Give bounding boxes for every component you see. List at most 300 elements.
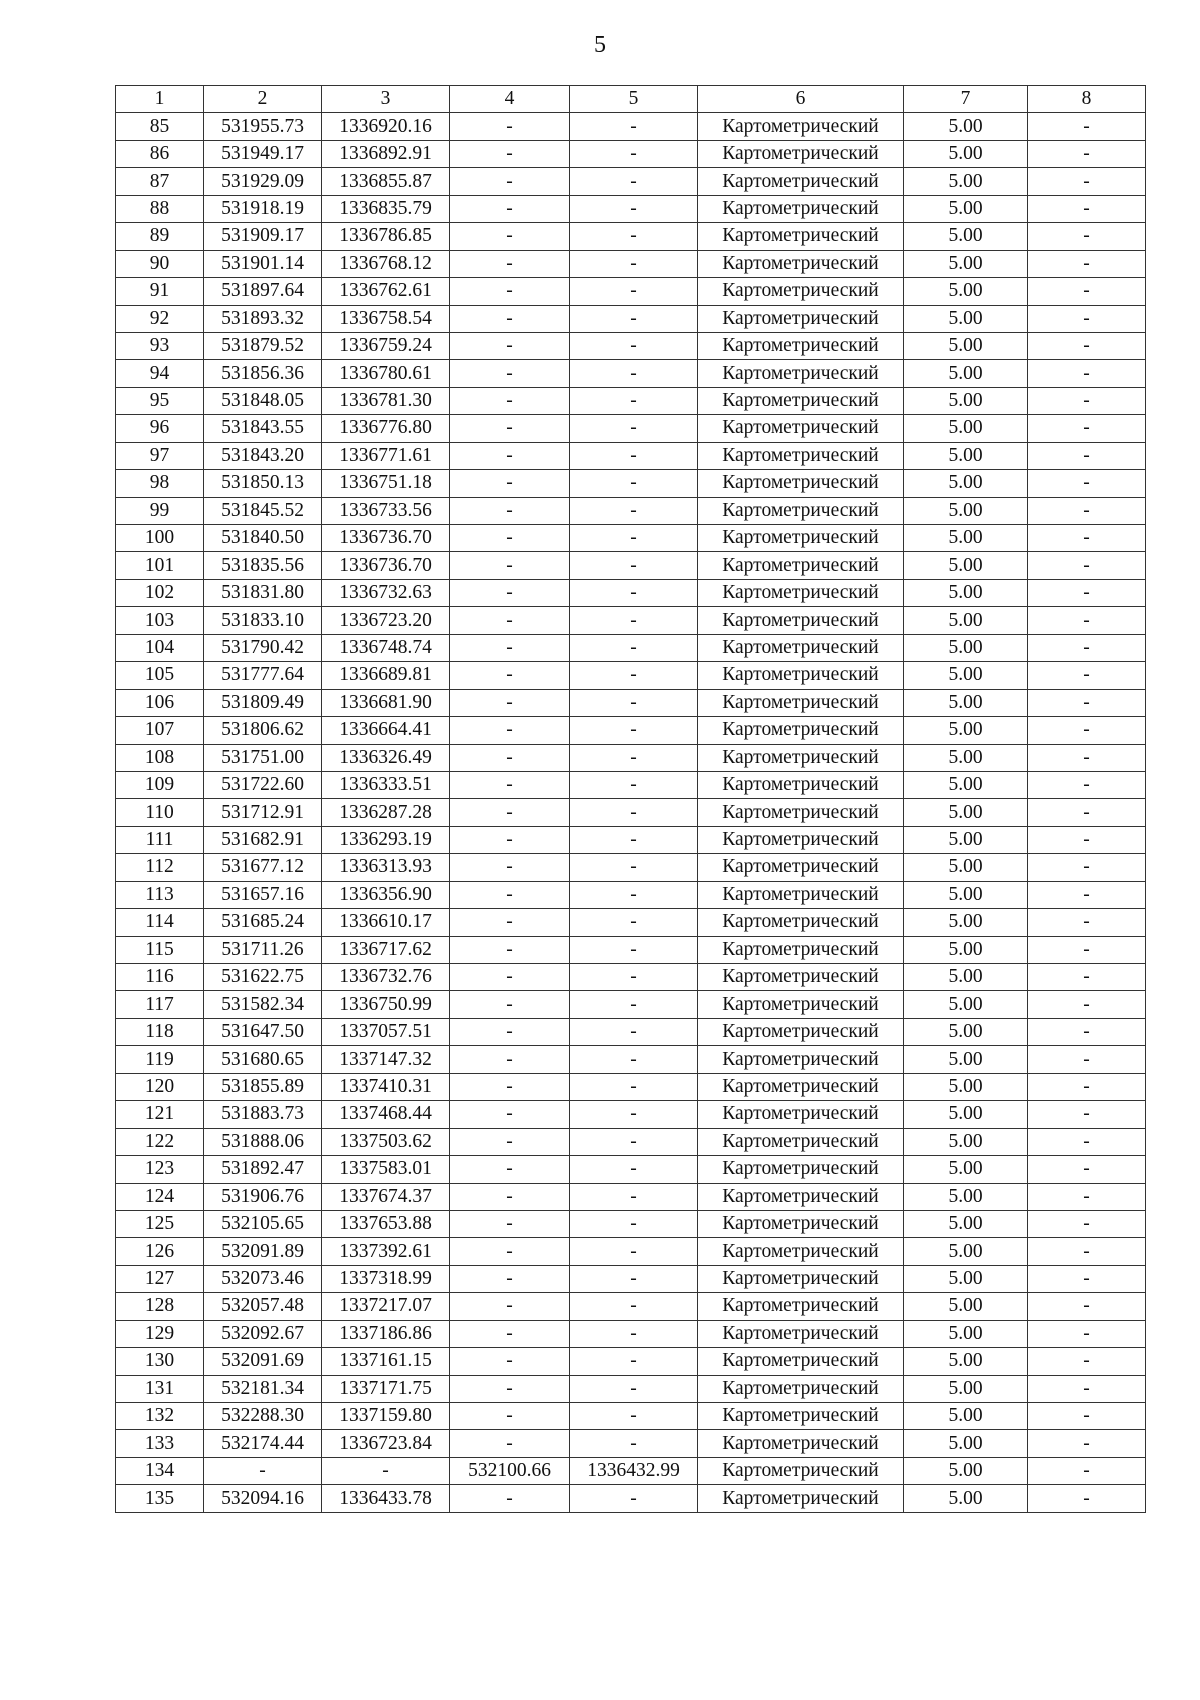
table-row [116, 744, 1146, 771]
table-row [116, 964, 1146, 991]
table-cell: 531883.73 [204, 1101, 322, 1128]
table-cell: - [570, 1293, 698, 1320]
table-cell: 95 [116, 387, 204, 414]
table-cell: - [450, 223, 570, 250]
table-cell: - [570, 744, 698, 771]
table-cell: - [450, 909, 570, 936]
table-cell: - [570, 1073, 698, 1100]
table-row [116, 881, 1146, 908]
table-cell: - [1028, 360, 1146, 387]
table-cell: 110 [116, 799, 204, 826]
table-cell: - [570, 1238, 698, 1265]
table-cell: - [1028, 223, 1146, 250]
table-cell: 531582.34 [204, 991, 322, 1018]
table-cell: 531751.00 [204, 744, 322, 771]
table-cell: - [570, 1430, 698, 1457]
column-header: 3 [322, 86, 450, 113]
table-cell: Картометрический [698, 497, 904, 524]
table-row [116, 1293, 1146, 1320]
table-cell: 123 [116, 1156, 204, 1183]
table-row [116, 250, 1146, 277]
table-cell: 531879.52 [204, 332, 322, 359]
table-cell: 1337468.44 [322, 1101, 450, 1128]
table-cell: 1336732.76 [322, 964, 450, 991]
table-cell: - [570, 470, 698, 497]
table-cell: Картометрический [698, 195, 904, 222]
table-cell: - [1028, 305, 1146, 332]
table-row [116, 1210, 1146, 1237]
table-cell: 531843.20 [204, 442, 322, 469]
table-cell: - [1028, 1265, 1146, 1292]
table-cell: 5.00 [904, 1293, 1028, 1320]
table-cell: - [570, 1375, 698, 1402]
table-cell: 531840.50 [204, 525, 322, 552]
table-cell: 1336689.81 [322, 662, 450, 689]
table-cell: - [1028, 771, 1146, 798]
table-cell: Картометрический [698, 771, 904, 798]
table-cell: Картометрический [698, 113, 904, 140]
table-cell: 1336758.54 [322, 305, 450, 332]
table-cell: - [450, 195, 570, 222]
table-cell: 531722.60 [204, 771, 322, 798]
table-cell: 5.00 [904, 1183, 1028, 1210]
table-cell: 532091.89 [204, 1238, 322, 1265]
table-cell: 128 [116, 1293, 204, 1320]
table-cell: Картометрический [698, 525, 904, 552]
table-row [116, 113, 1146, 140]
table-cell: - [1028, 799, 1146, 826]
table-cell: Картометрический [698, 1101, 904, 1128]
table-cell: 531918.19 [204, 195, 322, 222]
table-cell: 531955.73 [204, 113, 322, 140]
table-cell: 5.00 [904, 525, 1028, 552]
table-cell: 531855.89 [204, 1073, 322, 1100]
table-cell: 531888.06 [204, 1128, 322, 1155]
table-cell: 5.00 [904, 909, 1028, 936]
table-cell: Картометрический [698, 360, 904, 387]
table-cell: 5.00 [904, 1375, 1028, 1402]
table-row [116, 634, 1146, 661]
table-cell: 5.00 [904, 717, 1028, 744]
table-cell: - [1028, 1348, 1146, 1375]
table-cell: 531680.65 [204, 1046, 322, 1073]
table-cell: - [450, 113, 570, 140]
table-cell: 101 [116, 552, 204, 579]
table-cell: - [570, 826, 698, 853]
table-cell: 5.00 [904, 387, 1028, 414]
table-cell: 90 [116, 250, 204, 277]
table-cell: 1336723.84 [322, 1430, 450, 1457]
table-row [116, 1128, 1146, 1155]
table-cell: - [450, 1320, 570, 1347]
table-cell: 89 [116, 223, 204, 250]
table-cell: 531835.56 [204, 552, 322, 579]
table-cell: - [450, 387, 570, 414]
table-cell: - [1028, 1210, 1146, 1237]
table-cell: 1336717.62 [322, 936, 450, 963]
column-header: 8 [1028, 86, 1146, 113]
table-cell: 5.00 [904, 1128, 1028, 1155]
table-cell: 1336433.78 [322, 1485, 450, 1512]
table-cell: 1336736.70 [322, 552, 450, 579]
table-cell: - [450, 826, 570, 853]
table-cell: - [570, 195, 698, 222]
table-cell: 531711.26 [204, 936, 322, 963]
table-row [116, 1430, 1146, 1457]
table-cell: 125 [116, 1210, 204, 1237]
table-cell: - [1028, 662, 1146, 689]
table-row [116, 1183, 1146, 1210]
table-cell: Картометрический [698, 1430, 904, 1457]
column-header: 6 [698, 86, 904, 113]
table-cell: 1337410.31 [322, 1073, 450, 1100]
table-row [116, 387, 1146, 414]
table-cell: Картометрический [698, 964, 904, 991]
table-cell: 108 [116, 744, 204, 771]
table-cell: 5.00 [904, 223, 1028, 250]
table-cell: 1337217.07 [322, 1293, 450, 1320]
table-row [116, 771, 1146, 798]
table-row [116, 1156, 1146, 1183]
table-cell: - [450, 360, 570, 387]
table-row [116, 936, 1146, 963]
table-cell: 117 [116, 991, 204, 1018]
table-cell: 532181.34 [204, 1375, 322, 1402]
column-header: 1 [116, 86, 204, 113]
table-cell: - [450, 332, 570, 359]
table-cell: Картометрический [698, 662, 904, 689]
table-cell: 531682.91 [204, 826, 322, 853]
table-cell: 5.00 [904, 1457, 1028, 1484]
table-cell: 5.00 [904, 854, 1028, 881]
table-cell: Картометрический [698, 168, 904, 195]
table-cell: 5.00 [904, 799, 1028, 826]
table-cell: - [1028, 909, 1146, 936]
table-row [116, 1457, 1146, 1484]
table-cell: 1337161.15 [322, 1348, 450, 1375]
table-cell: 120 [116, 1073, 204, 1100]
table-cell: - [450, 1375, 570, 1402]
table-cell: - [1028, 525, 1146, 552]
table-row [116, 1018, 1146, 1045]
table-cell: 531856.36 [204, 360, 322, 387]
table-cell: - [450, 415, 570, 442]
table-cell: - [1028, 140, 1146, 167]
table-cell: - [1028, 579, 1146, 606]
table-row [116, 278, 1146, 305]
table-cell: - [1028, 1485, 1146, 1512]
table-cell: - [570, 607, 698, 634]
table-cell: 1336723.20 [322, 607, 450, 634]
table-cell: - [450, 1183, 570, 1210]
table-cell: 5.00 [904, 168, 1028, 195]
table-cell: - [450, 305, 570, 332]
table-cell: 1336776.80 [322, 415, 450, 442]
table-cell: 1336786.85 [322, 223, 450, 250]
table-cell: 96 [116, 415, 204, 442]
table-row [116, 991, 1146, 1018]
table-row [116, 1238, 1146, 1265]
table-cell: 531657.16 [204, 881, 322, 908]
table-cell: 5.00 [904, 771, 1028, 798]
table-cell: 5.00 [904, 634, 1028, 661]
table-cell: - [570, 1183, 698, 1210]
table-cell: 5.00 [904, 1348, 1028, 1375]
table-cell: 1337057.51 [322, 1018, 450, 1045]
table-cell: Картометрический [698, 470, 904, 497]
table-cell: 1336768.12 [322, 250, 450, 277]
table-cell: 531831.80 [204, 579, 322, 606]
table-cell: - [1028, 1430, 1146, 1457]
table-cell: - [450, 1348, 570, 1375]
table-cell: 531685.24 [204, 909, 322, 936]
table-cell: Картометрический [698, 442, 904, 469]
table-cell: 127 [116, 1265, 204, 1292]
table-cell: 532288.30 [204, 1403, 322, 1430]
table-cell: Картометрический [698, 1485, 904, 1512]
table-cell: 1336759.24 [322, 332, 450, 359]
table-cell: - [570, 387, 698, 414]
table-cell: 531677.12 [204, 854, 322, 881]
table-cell: Картометрический [698, 936, 904, 963]
table-cell: - [570, 881, 698, 908]
table-row [116, 497, 1146, 524]
table-cell: 1336835.79 [322, 195, 450, 222]
table-cell: 531906.76 [204, 1183, 322, 1210]
table-cell: - [1028, 250, 1146, 277]
table-cell: 5.00 [904, 964, 1028, 991]
table-cell: - [450, 1073, 570, 1100]
table-cell: 1336855.87 [322, 168, 450, 195]
table-cell: - [570, 1128, 698, 1155]
table-cell: Картометрический [698, 634, 904, 661]
table-cell: - [450, 1210, 570, 1237]
table-cell: 1337171.75 [322, 1375, 450, 1402]
table-cell: - [570, 305, 698, 332]
table-cell: - [570, 415, 698, 442]
table-cell: 129 [116, 1320, 204, 1347]
table-cell: 112 [116, 854, 204, 881]
column-header: 5 [570, 86, 698, 113]
table-cell: 114 [116, 909, 204, 936]
table-row [116, 195, 1146, 222]
table-row [116, 1073, 1146, 1100]
table-cell: Картометрический [698, 552, 904, 579]
table-cell: - [570, 909, 698, 936]
table-cell: 5.00 [904, 1485, 1028, 1512]
table-cell: Картометрический [698, 689, 904, 716]
table-cell: 105 [116, 662, 204, 689]
table-cell: 5.00 [904, 552, 1028, 579]
table-cell: - [570, 964, 698, 991]
table-cell: - [570, 1018, 698, 1045]
table-cell: 99 [116, 497, 204, 524]
table-cell: 1336736.70 [322, 525, 450, 552]
table-cell: - [570, 360, 698, 387]
table-cell: - [570, 854, 698, 881]
table-cell: 5.00 [904, 991, 1028, 1018]
table-cell: 532094.16 [204, 1485, 322, 1512]
table-cell: 5.00 [904, 1403, 1028, 1430]
table-row [116, 360, 1146, 387]
table-cell: - [570, 1156, 698, 1183]
table-cell: 1336664.41 [322, 717, 450, 744]
table-cell: - [450, 744, 570, 771]
table-cell: 532073.46 [204, 1265, 322, 1292]
table-cell: - [1028, 1238, 1146, 1265]
table-cell: - [1028, 387, 1146, 414]
table-cell: - [570, 1485, 698, 1512]
table-cell: - [450, 552, 570, 579]
table-cell: 132 [116, 1403, 204, 1430]
table-row [116, 1101, 1146, 1128]
table-cell: - [570, 1403, 698, 1430]
table-cell: 531622.75 [204, 964, 322, 991]
table-cell: - [570, 771, 698, 798]
table-cell: - [570, 278, 698, 305]
table-cell: - [450, 854, 570, 881]
table-cell: 5.00 [904, 1018, 1028, 1045]
table-cell: 1336610.17 [322, 909, 450, 936]
table-cell: - [450, 140, 570, 167]
table-cell: - [450, 607, 570, 634]
table-cell: 98 [116, 470, 204, 497]
table-cell: Картометрический [698, 1128, 904, 1155]
table-cell: - [570, 223, 698, 250]
table-cell: Картометрический [698, 1265, 904, 1292]
table-cell: - [450, 717, 570, 744]
table-cell: 1337503.62 [322, 1128, 450, 1155]
table-cell: 1336732.63 [322, 579, 450, 606]
table-cell: - [570, 1265, 698, 1292]
table-cell: 532105.65 [204, 1210, 322, 1237]
table-cell: Картометрический [698, 332, 904, 359]
table-row [116, 1265, 1146, 1292]
table-cell: Картометрический [698, 1320, 904, 1347]
table-cell: 135 [116, 1485, 204, 1512]
table-cell: 1336781.30 [322, 387, 450, 414]
table-cell: 92 [116, 305, 204, 332]
table-cell: - [1028, 552, 1146, 579]
table-cell: 116 [116, 964, 204, 991]
table-cell: 5.00 [904, 881, 1028, 908]
table-cell: - [1028, 964, 1146, 991]
table-header-row [116, 86, 1146, 113]
table-cell: 531712.91 [204, 799, 322, 826]
table-cell: - [1028, 744, 1146, 771]
table-cell: 1336780.61 [322, 360, 450, 387]
table-cell: 1337186.86 [322, 1320, 450, 1347]
table-cell: - [570, 717, 698, 744]
table-cell: - [1028, 168, 1146, 195]
table-cell: 532057.48 [204, 1293, 322, 1320]
table-row [116, 552, 1146, 579]
table-cell: 1337583.01 [322, 1156, 450, 1183]
table-cell: Картометрический [698, 1183, 904, 1210]
table-cell: 119 [116, 1046, 204, 1073]
table-cell: Картометрический [698, 1293, 904, 1320]
table-row [116, 1046, 1146, 1073]
table-cell: 531833.10 [204, 607, 322, 634]
table-cell: 531893.32 [204, 305, 322, 332]
table-cell: 5.00 [904, 607, 1028, 634]
table-cell: - [570, 1046, 698, 1073]
table-cell: 1337159.80 [322, 1403, 450, 1430]
table-cell: 5.00 [904, 195, 1028, 222]
table-cell: 5.00 [904, 360, 1028, 387]
table-cell: Картометрический [698, 1457, 904, 1484]
table-cell: 1337147.32 [322, 1046, 450, 1073]
table-cell: - [1028, 1403, 1146, 1430]
table-cell: 102 [116, 579, 204, 606]
table-cell: Картометрический [698, 387, 904, 414]
table-cell: Картометрический [698, 909, 904, 936]
table-cell: 134 [116, 1457, 204, 1484]
table-cell: 133 [116, 1430, 204, 1457]
table-cell: - [1028, 1156, 1146, 1183]
table-cell: - [450, 1485, 570, 1512]
table-row [116, 140, 1146, 167]
table-cell: - [570, 442, 698, 469]
table-cell: 531909.17 [204, 223, 322, 250]
table-cell: - [1028, 1375, 1146, 1402]
table-cell: - [204, 1457, 322, 1484]
table-cell: 1336751.18 [322, 470, 450, 497]
table-cell: 531806.62 [204, 717, 322, 744]
table-cell: - [570, 525, 698, 552]
table-cell: - [1028, 826, 1146, 853]
table-cell: 1336293.19 [322, 826, 450, 853]
table-cell: - [1028, 1018, 1146, 1045]
table-cell: 5.00 [904, 1156, 1028, 1183]
table-cell: Картометрический [698, 744, 904, 771]
table-cell: 1336432.99 [570, 1457, 698, 1484]
table-cell: - [450, 470, 570, 497]
table-cell: - [450, 497, 570, 524]
column-header: 7 [904, 86, 1028, 113]
table-cell: 5.00 [904, 744, 1028, 771]
table-cell: - [450, 1101, 570, 1128]
table-cell: 531809.49 [204, 689, 322, 716]
table-cell: - [450, 662, 570, 689]
table-row [116, 332, 1146, 359]
table-cell: 1336326.49 [322, 744, 450, 771]
table-cell: 5.00 [904, 113, 1028, 140]
table-cell: 5.00 [904, 250, 1028, 277]
table-cell: 88 [116, 195, 204, 222]
table-cell: Картометрический [698, 799, 904, 826]
table-cell: - [1028, 332, 1146, 359]
table-cell: - [450, 1128, 570, 1155]
table-cell: 122 [116, 1128, 204, 1155]
table-cell: 5.00 [904, 936, 1028, 963]
table-cell: - [1028, 195, 1146, 222]
table-cell: - [1028, 607, 1146, 634]
table-cell: 86 [116, 140, 204, 167]
table-cell: - [570, 497, 698, 524]
table-cell: 5.00 [904, 662, 1028, 689]
table-cell: 91 [116, 278, 204, 305]
table-cell: - [450, 1238, 570, 1265]
table-row [116, 470, 1146, 497]
table-cell: - [1028, 278, 1146, 305]
table-row [116, 1485, 1146, 1512]
table-cell: Картометрический [698, 1403, 904, 1430]
table-cell: - [450, 1265, 570, 1292]
table-cell: - [450, 1046, 570, 1073]
table-cell: - [450, 278, 570, 305]
table-cell: Картометрический [698, 1348, 904, 1375]
